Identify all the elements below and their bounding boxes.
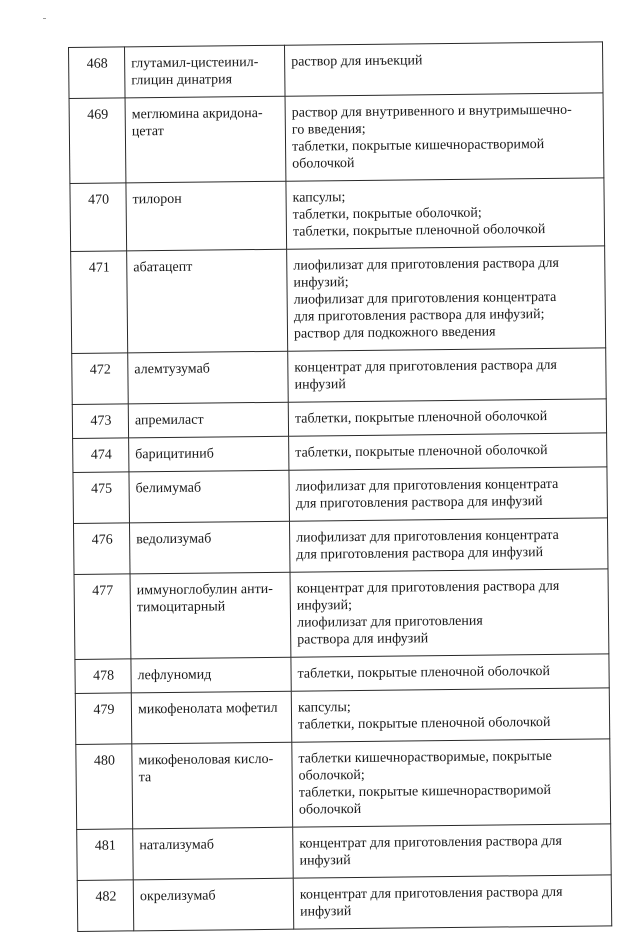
dosage-form-line: лиофилизат для приготовления — [296, 613, 483, 631]
drug-name-line: ведолизумаб — [136, 531, 212, 548]
dosage-form-cell — [291, 688, 610, 742]
dosage-form-line: таблетки, покрытые пленочной оболочкой — [295, 443, 548, 461]
table-row — [73, 467, 608, 524]
dosage-form-line: раствор для инъекций — [291, 53, 423, 70]
dosage-form-line: капсулы; — [292, 190, 346, 206]
dosage-form-line: инфузий — [294, 377, 346, 393]
row-number: 469 — [69, 98, 126, 184]
drug-name-line: натализумаб — [139, 837, 215, 854]
drug-name-line: тимоцитарный — [136, 599, 226, 616]
table-row — [73, 433, 607, 473]
dosage-form-cell — [287, 246, 606, 351]
table-row — [69, 93, 604, 184]
dosage-form-cell — [289, 518, 608, 572]
dosage-form-line: для приготовления раствора для инфузий; — [293, 307, 545, 325]
drug-name-cell — [129, 521, 290, 574]
dosage-form-line: раствора для инфузий — [297, 631, 429, 648]
dosage-form-line: раствор для внутривенного и внутримышечно- — [291, 102, 572, 121]
row-number: 471 — [71, 251, 128, 354]
dosage-form-cell — [290, 569, 609, 657]
dosage-form-line: таблетки, покрытые пленочной оболочкой — [297, 663, 551, 682]
dosage-form-cell — [289, 467, 608, 521]
row-number: 482 — [77, 880, 134, 932]
dosage-form-cell — [289, 433, 607, 470]
dosage-form-line: таблетки, покрытые пленочной оболочкой — [294, 409, 548, 427]
row-number: 478 — [75, 659, 131, 694]
table-row — [72, 399, 606, 439]
row-number: 476 — [73, 523, 130, 575]
dosage-form-line: инфузий; — [296, 598, 353, 614]
dosage-form-line: оболочкой; — [298, 767, 365, 784]
row-number: 480 — [76, 744, 133, 830]
dosage-form-line: таблетки, покрытые пленочной оболочкой — [298, 714, 551, 733]
dosage-form-line: го введения; — [291, 121, 366, 138]
drug-name-cell — [131, 691, 292, 744]
drug-name-line: та — [138, 770, 152, 786]
drug-name-cell — [128, 351, 289, 404]
dosage-form-line: оболочкой — [292, 156, 355, 172]
table-row — [75, 654, 609, 694]
drug-name-cell — [130, 572, 291, 659]
table-row — [77, 875, 612, 932]
drug-name-line: белимумаб — [135, 480, 202, 497]
dosage-form-line: инфузий — [299, 904, 352, 920]
dosage-form-line: оболочкой — [298, 801, 362, 818]
dosage-form-cell — [293, 875, 612, 929]
dosage-form-line: концентрат для приготовления раствора для — [296, 578, 560, 597]
dosage-form-cell — [291, 654, 609, 691]
table-row — [77, 824, 612, 881]
dosage-form-line: раствор для подкожного введения — [293, 324, 496, 342]
dosage-form-cell — [293, 824, 612, 878]
row-number: 477 — [74, 574, 131, 660]
dosage-form-line: таблетки кишечнорастворимые, покрытые — [298, 748, 552, 767]
row-number: 468 — [69, 47, 126, 99]
dosage-form-line: концентрат для приготовления раствора для — [299, 884, 563, 903]
drug-name-line: апремиласт — [134, 412, 204, 429]
drug-name-line: меглюмина акридона- — [131, 105, 263, 123]
drug-name-cell — [133, 827, 294, 880]
drug-name-cell — [129, 436, 289, 472]
dosage-form-line: таблетки, покрытые оболочкой; — [292, 205, 482, 223]
drug-name-cell — [127, 249, 288, 353]
table-row — [72, 348, 607, 405]
drug-name-line: глутамил-цистеинил- — [131, 55, 259, 72]
drug-name-cell — [125, 45, 286, 98]
drug-name-line: микофенолата мофетил — [137, 700, 278, 718]
table-row — [69, 42, 604, 99]
dosage-form-line: лиофилизат для приготовления раствора для — [293, 255, 559, 274]
drug-name-line: алемтузумаб — [134, 361, 210, 378]
drug-name-cell — [126, 181, 287, 251]
dosage-form-cell — [285, 93, 604, 181]
dosage-form-line: для приготовления раствора для инфузий — [295, 494, 543, 512]
scan-speck — [43, 18, 46, 19]
row-number: 475 — [73, 472, 130, 524]
dosage-form-line: лиофилизат для приготовления концентрата — [296, 527, 559, 546]
dosage-form-line: таблетки, покрытые пленочной оболочкой — [292, 222, 546, 240]
dosage-form-cell — [288, 399, 606, 436]
dosage-form-line: таблетки, покрытые кишечнорастворимой — [291, 137, 545, 155]
drug-name-cell — [131, 657, 291, 693]
drug-name-line: глицин динатрия — [131, 72, 233, 89]
dosage-form-line: таблетки, покрытые кишечнорастворимой — [298, 782, 552, 801]
table-row — [70, 178, 605, 252]
dosage-form-line: лиофилизат для приготовления концентрата — [293, 289, 557, 308]
row-number: 481 — [77, 829, 134, 881]
drug-name-cell — [125, 96, 286, 183]
drug-list-table — [68, 41, 612, 932]
drug-name-line: цетат — [131, 124, 164, 140]
row-number: 474 — [73, 438, 129, 473]
row-number: 472 — [72, 353, 129, 405]
drug-name-line: абатацепт — [133, 259, 193, 276]
dosage-form-line: концентрат для приготовления раствора для — [299, 833, 563, 852]
dosage-form-line: лиофилизат для приготовления концентрата — [295, 476, 559, 495]
drug-name-cell — [132, 742, 293, 829]
table-row — [76, 739, 611, 830]
dosage-form-cell — [292, 739, 611, 827]
dosage-form-line: инфузий — [299, 853, 351, 869]
row-number: 479 — [75, 693, 132, 745]
dosage-form-line: для приготовления раствора для инфузий — [296, 545, 544, 563]
drug-name-line: иммуноглобулин анти- — [136, 581, 273, 599]
drug-name-line: барицитиниб — [135, 446, 214, 463]
dosage-form-cell — [286, 178, 605, 249]
drug-name-line: тилорон — [132, 191, 182, 208]
drug-name-cell — [129, 470, 290, 523]
drug-name-line: окрелизумаб — [139, 888, 216, 905]
drug-name-line: микофеноловая кисло- — [138, 751, 274, 769]
table-row — [73, 518, 608, 575]
drug-name-line: лефлуномид — [137, 667, 212, 684]
dosage-form-cell — [288, 348, 607, 402]
dosage-form-line: капсулы; — [297, 700, 351, 716]
table-row — [75, 688, 610, 745]
drug-name-cell — [128, 402, 288, 438]
row-number: 470 — [70, 183, 127, 252]
table-row — [74, 569, 609, 660]
table-row — [71, 246, 606, 354]
dosage-form-line: инфузий; — [293, 275, 349, 291]
dosage-form-cell — [284, 42, 603, 96]
row-number: 473 — [72, 404, 128, 439]
dosage-form-line: концентрат для приготовления раствора для — [294, 357, 558, 376]
table-body — [69, 42, 612, 932]
